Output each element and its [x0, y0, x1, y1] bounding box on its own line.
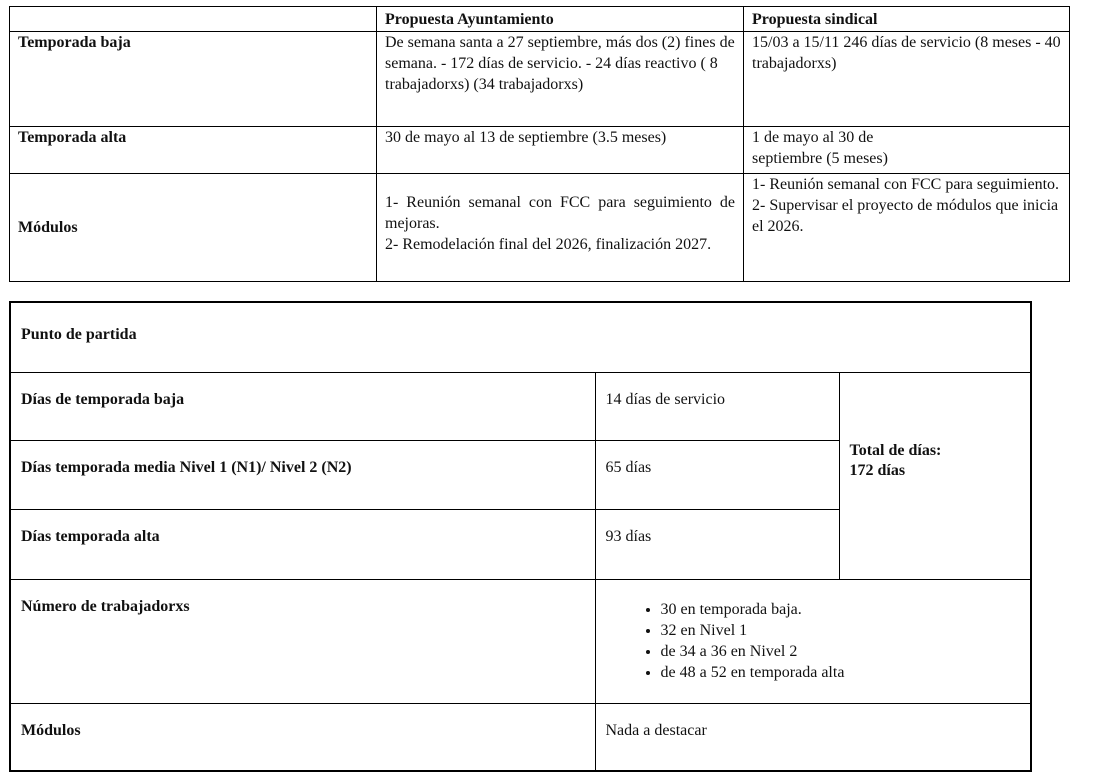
starting-point-table — [9, 301, 1032, 772]
row-label-modulos: Módulos — [10, 174, 377, 282]
sindical-modulos — [744, 174, 1070, 282]
workers-list — [606, 599, 1021, 683]
value-modulos-2: Nada a destacar — [595, 703, 1031, 771]
ayuntamiento-modulos-line-1: 1- Reunión semanal con FCC para seguimiento de mejoras. — [385, 194, 735, 232]
workers-cell — [595, 579, 1031, 703]
workers-list-item: • 30 en temporada baja. — [661, 599, 1021, 620]
header-empty-cell — [10, 7, 377, 32]
total-days-label: Total de días: — [849, 441, 942, 459]
ayuntamiento-modulos-line-2: 2- Remodelación final del 2026, finalización 2027. — [385, 236, 712, 253]
row-modulos-2 — [10, 703, 1031, 771]
total-days-cell — [839, 372, 1031, 579]
value-dias-temporada-baja: 14 días de servicio — [595, 372, 839, 440]
sindical-temporada-alta — [744, 127, 1070, 174]
label-dias-temporada-media: Días temporada media Nivel 1 (N1)/ Nivel 2 (N2) — [10, 440, 595, 509]
sindical-temporada-baja: 15/03 a 15/11 246 días de servicio (8 meses - 40 trabajadorxs) — [744, 32, 1070, 127]
ayuntamiento-temporada-alta: 30 de mayo al 13 de septiembre (3.5 meses) — [377, 127, 744, 174]
label-numero-trabajadorxs: Número de trabajadorxs — [10, 579, 595, 703]
total-days-value: 172 días — [849, 461, 906, 479]
header-sindical: Propuesta sindical — [744, 7, 1070, 32]
header-ayuntamiento: Propuesta Ayuntamiento — [377, 7, 744, 32]
row-temporada-baja — [10, 32, 1070, 127]
ayuntamiento-temporada-baja: De semana santa a 27 septiembre, más dos (2) fines de semana. - 172 días de servicio. - 24 días reactivo ( 8 trabajadorxs) (34 trabajadorxs) — [377, 32, 744, 127]
row-dias-temporada-baja — [10, 372, 1031, 440]
label-modulos-2: Módulos — [10, 703, 595, 771]
sindical-temporada-alta-line-2: septiembre (5 meses) — [752, 150, 888, 167]
row-temporada-alta — [10, 127, 1070, 174]
workers-list-item: • 32 en Nivel 1 — [661, 620, 1021, 641]
label-dias-temporada-baja: Días de temporada baja — [10, 372, 595, 440]
value-dias-temporada-media: 65 días — [595, 440, 839, 509]
starting-point-title-row — [10, 302, 1031, 372]
sindical-modulos-line-1: 1- Reunión semanal con FCC para seguimiento. — [752, 176, 1060, 193]
sindical-modulos-line-2: 2- Supervisar el proyecto de módulos que inicia el 2026. — [752, 197, 1059, 235]
sindical-temporada-alta-line-1: 1 de mayo al 30 de — [752, 129, 874, 146]
workers-list-item: • de 48 a 52 en temporada alta — [661, 662, 1021, 683]
row-numero-trabajadorxs — [10, 579, 1031, 703]
workers-list-item: • de 34 a 36 en Nivel 2 — [661, 641, 1021, 662]
proposals-header-row — [10, 7, 1070, 32]
starting-point-title: Punto de partida — [10, 302, 1031, 372]
row-label-temporada-baja: Temporada baja — [10, 32, 377, 127]
label-dias-temporada-alta: Días temporada alta — [10, 509, 595, 579]
proposals-table — [9, 6, 1070, 282]
value-dias-temporada-alta: 93 días — [595, 509, 839, 579]
row-label-temporada-alta: Temporada alta — [10, 127, 377, 174]
ayuntamiento-modulos — [377, 174, 744, 282]
row-modulos — [10, 174, 1070, 282]
